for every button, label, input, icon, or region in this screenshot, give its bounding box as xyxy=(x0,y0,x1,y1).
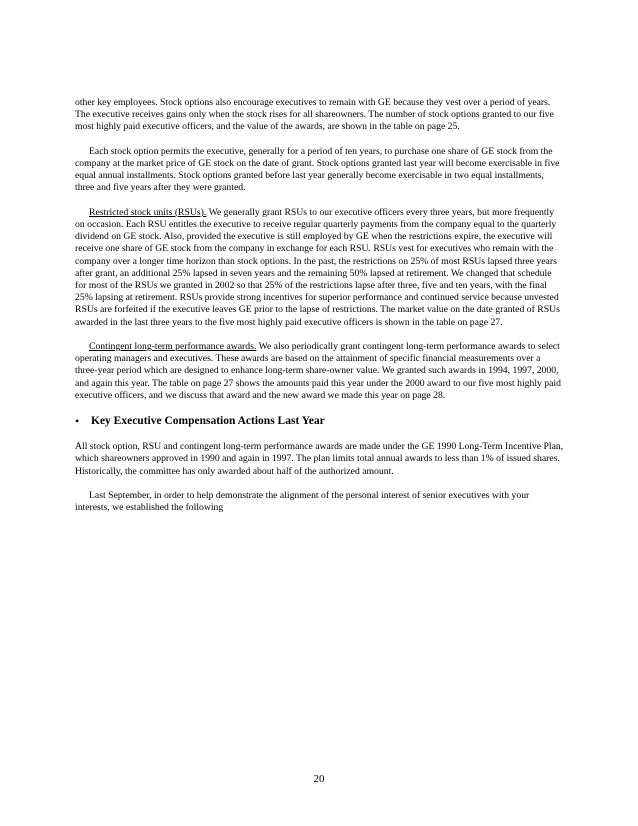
rsus-subheading: Restricted stock units (RSUs). xyxy=(89,206,207,218)
performance-awards-subheading: Contingent long-term performance awards. xyxy=(89,341,257,353)
rsus-body: We generally grant RSUs to our executive officers every three years, but more frequently on occasion. Each RSU entitles the executive to receive regular quarterly payments from the company equal to the quarterly dividend on GE stock. Also, provided the executive is still employed by GE when the restrictions expire, the executive will receive one share of GE stock from the company in exchange for each RSU. RSUs vest for executives who remain with the company over a longer time horizon than stock options. In the past, the restrictions on 25% of most RSUs lapsed three years after grant, an additional 25% lapsed in seven years and the remaining 50% lapsed at retirement. We changed that schedule for most of the RSUs we granted in 2002 so that 25% of the restrictions lapse after three, five and ten years, with the final 25% lapsing at retirement. RSUs provide strong incentives for superior performance and continued service because unvested RSUs are forfeited if the executive leaves GE prior to the lapse of restrictions. The market value on the date granted of RSUs awarded in the last three years to the five most highly paid executive officers is shown in the table on page 27. xyxy=(75,206,560,328)
paragraph-stock-option-terms: Each stock option permits the executive, generally for a period of ten years, to purchase one share of GE stock from the company at the market price of GE stock on the date of grant. Stock options granted last year will become exercisable in five equal annual installments. Stock options granted before last year generally become exercisable in two equal installments, three and five years after they were granted. xyxy=(75,145,560,194)
page-number: 20 xyxy=(313,773,325,785)
document-body xyxy=(75,97,565,527)
paragraph-rsus xyxy=(75,207,565,329)
paragraph-incentive-plan: All stock option, RSU and contingent long-term performance awards are made under the GE 1990 Long-Term Incentive Plan, which shareowners approved in 1990 and again in 1997. The plan limits total annual awards to less than 1% of issued shares. Historically, the committee has only awarded about half of the authorized amount. xyxy=(75,441,564,477)
bullet-icon: • xyxy=(75,414,80,429)
paragraph-performance-awards xyxy=(75,341,565,402)
paragraph-last-september: Last September, in order to help demonstrate the alignment of the personal interest of senior executives with your interests, we established the following xyxy=(75,490,530,514)
section-heading-text: Key Executive Compensation Actions Last Year xyxy=(91,415,325,428)
paragraph-stock-options-intro: other key employees. Stock options also encourage executives to remain with GE because they vest over a period of years. The executive receives gains only when the stock rises for all shareowners. The number of stock options granted to our five most highly paid executive officers, and the value of the awards, are shown in the table on page 25. xyxy=(75,97,554,133)
performance-awards-body: We also periodically grant contingent long-term performance awards to select operating managers and executives. These awards are based on the attainment of specific financial measurements over a three-year period which are designed to enhance long-term share-owner value. We granted such awards in 1994, 1997, 2000, and again this year. The table on page 27 shows the amounts paid this year under the 2000 award to our five most highly paid executive officers, and we discuss that award and the new award we made this year on page 28. xyxy=(75,341,561,401)
section-heading xyxy=(75,414,565,428)
